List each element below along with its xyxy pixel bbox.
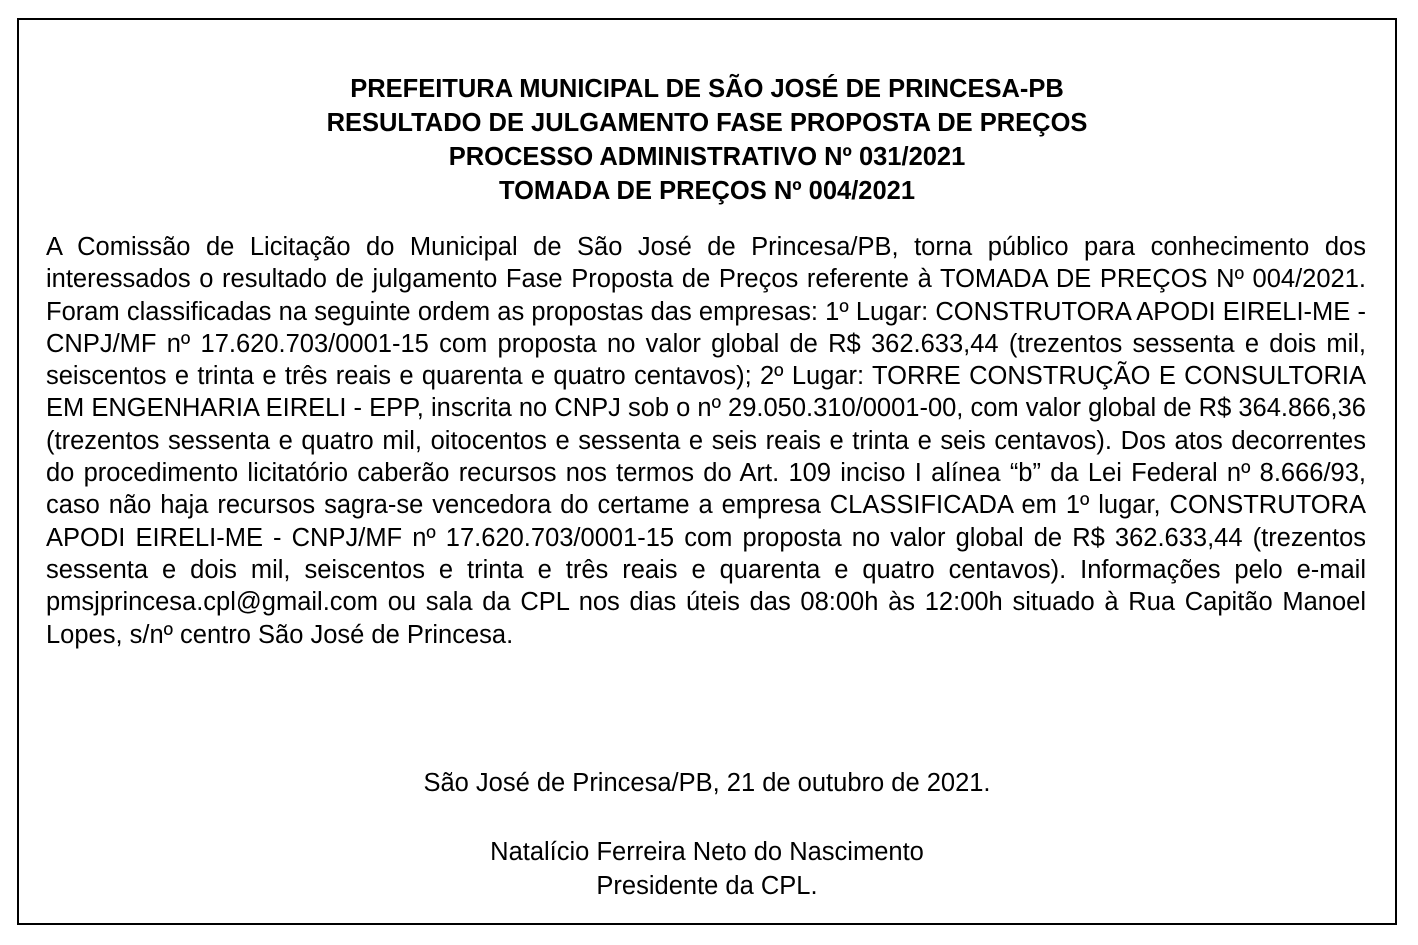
signature-block bbox=[19, 835, 1395, 903]
heading-tender-number: TOMADA DE PREÇOS Nº 004/2021 bbox=[498, 177, 916, 205]
signatory-name: Natalício Ferreira Neto do Nascimento bbox=[490, 838, 924, 866]
notice-heading bbox=[19, 72, 1395, 208]
heading-municipality: PREFEITURA MUNICIPAL DE SÃO JOSÉ DE PRINCESA-PB bbox=[350, 75, 1064, 103]
heading-result-title: RESULTADO DE JULGAMENTO FASE PROPOSTA DE PREÇOS bbox=[326, 109, 1088, 137]
notice-body-paragraph: A Comissão de Licitação do Municipal de São José de Princesa/PB, torna público para conhecimento dos interessados o resultado de julgamento Fase Proposta de Preços referente à TOMADA DE PREÇOS Nº 004/2021. Foram classificadas na seguinte ordem as propostas das empresas: 1º Lugar: CONSTRUTORA APODI EIRELI-ME - CNPJ/MF nº 17.620.703/0001-15 com proposta no valor global de R$ 362.633,44 (trezentos sessenta e dois mil, seiscentos e trinta e três reais e quarenta e quatro centavos); 2º Lugar: TORRE CONSTRUÇÃO E CONSULTORIA EM ENGENHARIA EIRELI - EPP, inscrita no CNPJ sob o nº 29.050.310/0001-00, com valor global de R$ 364.866,36 (trezentos sessenta e quatro mil, oitocentos e sessenta e seis reais e trinta e seis centavos). Dos atos decorrentes do procedimento licitatório caberão recursos nos termos do Art. 109 inciso I alínea “b” da Lei Federal nº 8.666/93, caso não haja recursos sagra-se vencedora do certame a empresa CLASSIFICADA em 1º lugar, CONSTRUTORA APODI EIRELI-ME - CNPJ/MF nº 17.620.703/0001-15 com proposta no valor global de R$ 362.633,44 (trezentos sessenta e dois mil, seiscentos e trinta e três reais e quarenta e quatro centavos). Informações pelo e-mail pmsjprincesa.cpl@gmail.com ou sala da CPL nos dias úteis das 08:00h às 12:00h situado à Rua Capitão Manoel Lopes, s/nº centro São José de Princesa. bbox=[46, 233, 1366, 649]
signatory-role: Presidente da CPL. bbox=[596, 872, 818, 900]
heading-process-number: PROCESSO ADMINISTRATIVO Nº 031/2021 bbox=[448, 143, 966, 171]
notice-frame bbox=[17, 18, 1397, 925]
notice-date: São José de Princesa/PB, 21 de outubro de 2021. bbox=[423, 769, 991, 797]
